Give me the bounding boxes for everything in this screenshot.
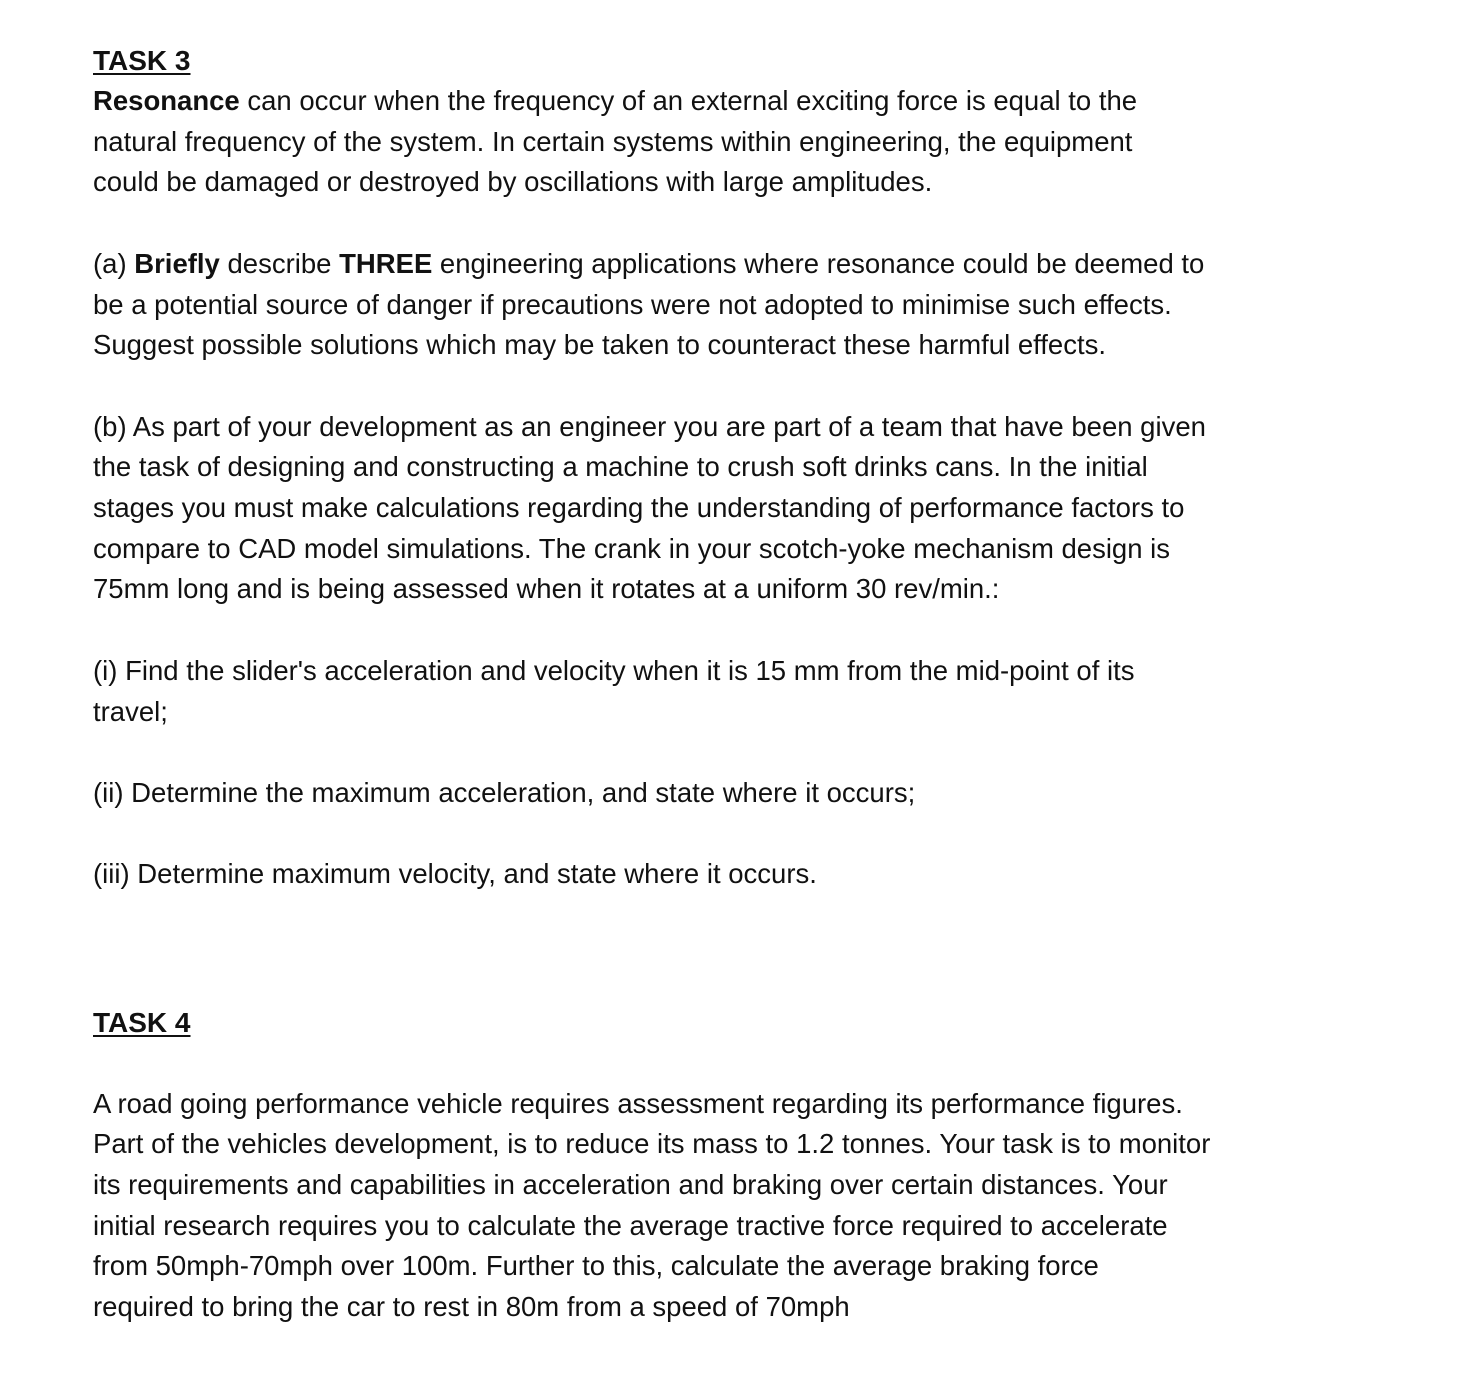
part-a-prefix: (a) — [93, 247, 135, 279]
task3-intro — [93, 81, 1393, 203]
document-page — [93, 40, 1393, 1328]
task3-heading: TASK 3 — [93, 45, 191, 76]
task3-part-a — [93, 244, 1393, 366]
task3-part-iii: (iii) Determine maximum velocity, and state where it occurs. — [93, 858, 817, 890]
part-a-rest: engineering applications where resonance could be deemed to be a potential source of danger if precautions were not adopted to minimise such effects. Suggest possible solutions which may be taken to counteract these harmful effects. — [93, 247, 1205, 361]
part-a-bold-briefly: Briefly — [134, 247, 220, 279]
task3-part-b: (b) As part of your development as an engineer you are part of a team that have been given the task of designing and constructing a machine to crush soft drinks cans. In the initial stages you must make calculations regarding the understanding of performance factors to compare to CAD model simulations. The crank in your scotch-yoke mechanism design is 75mm long and is being assessed when it rotates at a uniform 30 rev/min.: — [93, 410, 1206, 605]
part-a-bold-three: THREE — [339, 247, 433, 279]
task4-heading: TASK 4 — [93, 1006, 191, 1038]
task3-intro-bold: Resonance — [93, 85, 240, 116]
spacer — [93, 610, 1393, 651]
spacer — [93, 814, 1393, 855]
part-a-mid: describe — [219, 247, 340, 279]
task3-part-i: (i) Find the slider's acceleration and velocity when it is 15 mm from the mid-point of its travel; — [93, 654, 1135, 727]
spacer — [93, 732, 1393, 773]
task3-part-ii: (ii) Determine the maximum acceleration, and state where it occurs; — [93, 776, 916, 808]
task3-intro-text: can occur when the frequency of an external exciting force is equal to the natural frequency of the system. In certain systems within engineering, the equipment could be damaged or destroyed by oscillations with large amplitudes. — [93, 85, 1138, 198]
task4-body: A road going performance vehicle requires assessment regarding its performance figures. Part of the vehicles development, is to reduce its mass to 1.2 tonnes. Your task is to monitor its requirements and capabilities in acceleration and braking over certain distances. Your initial research requires you to calculate the average tractive force required to accelerate from 50mph-70mph over 100m. Further to this, calculate the average braking force required to bring the car to rest in 80m from a speed of 70mph — [93, 1087, 1211, 1323]
spacer — [93, 895, 1393, 1002]
spacer — [93, 1043, 1393, 1084]
spacer — [93, 203, 1393, 244]
spacer — [93, 366, 1393, 407]
